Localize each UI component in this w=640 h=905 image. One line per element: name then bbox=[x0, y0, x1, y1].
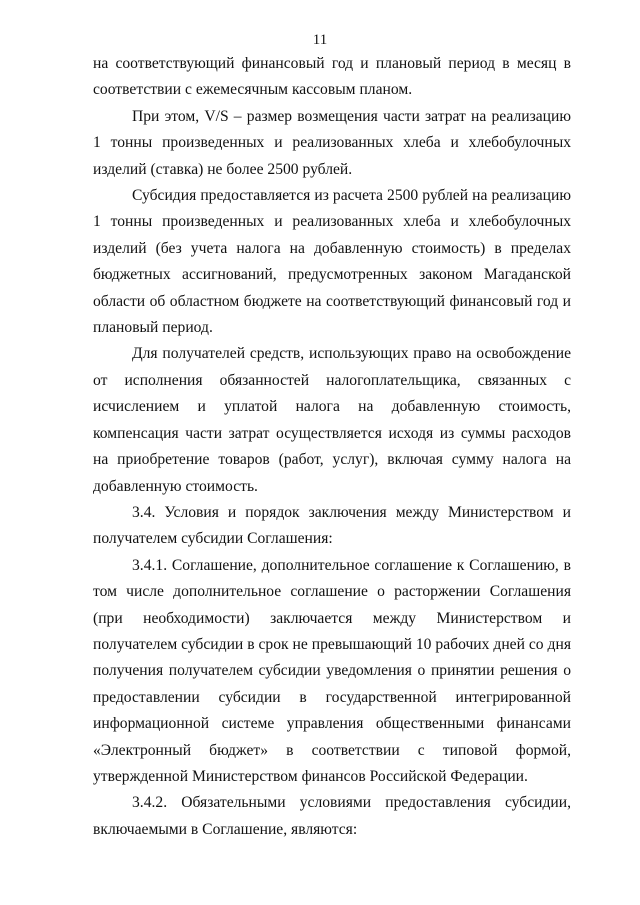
paragraph-section-3-4-1: 3.4.1. Соглашение, дополнительное соглашение к Соглашению, в том числе дополнительное соглашение о расторжении Соглашения (при необходимости) заключается между Министерством и получателем субсидии в срок не превышающий 10 рабочих дней со дня получения получателем субсидии уведомления о принятии решения о предоставлении субсидии в государственной интегрированной информационной системе управления общественными финансами «Электронный бюджет» в соответствии с типовой формой, утвержденной Министерством финансов Российской Федерации. bbox=[93, 556, 571, 785]
document-body bbox=[93, 51, 571, 843]
paragraph-subsidy-calculation: Субсидия предоставляется из расчета 2500 рублей на реализацию 1 тонны произведенных и реализованных хлеба и хлебобулочных изделий (без учета налога на добавленную стоимость) в пределах бюджетных ассигнований, предусмотренных законом Магаданской области об областном бюджете на соответствующий финансовый год и плановый период. bbox=[93, 187, 571, 337]
paragraph-rate-definition: При этом, V/S – размер возмещения части затрат на реализацию 1 тонны произведенных и реализованных хлеба и хлебобулочных изделий (ставка) не более 2500 рублей. bbox=[93, 107, 571, 178]
paragraph-section-3-4: 3.4. Условия и порядок заключения между Министерством и получателем субсидии Соглашения: bbox=[93, 503, 571, 548]
paragraph-vat-exemption: Для получателей средств, использующих право на освобождение от исполнения обязанностей налогоплательщика, связанных с исчислением и уплатой налога на добавленную стоимость, компенсация части затрат осуществляется исходя из суммы расходов на приобретение товаров (работ, услуг), включая сумму налога на добавленную стоимость. bbox=[93, 345, 571, 495]
page-number: 11 bbox=[312, 32, 328, 48]
paragraph-section-3-4-2: 3.4.2. Обязательными условиями предоставления субсидии, включаемыми в Соглашение, являются: bbox=[93, 794, 571, 838]
paragraph-continuation: на соответствующий финансовый год и плановый период в месяц в соответствии с ежемесячным кассовым планом. bbox=[93, 55, 571, 99]
